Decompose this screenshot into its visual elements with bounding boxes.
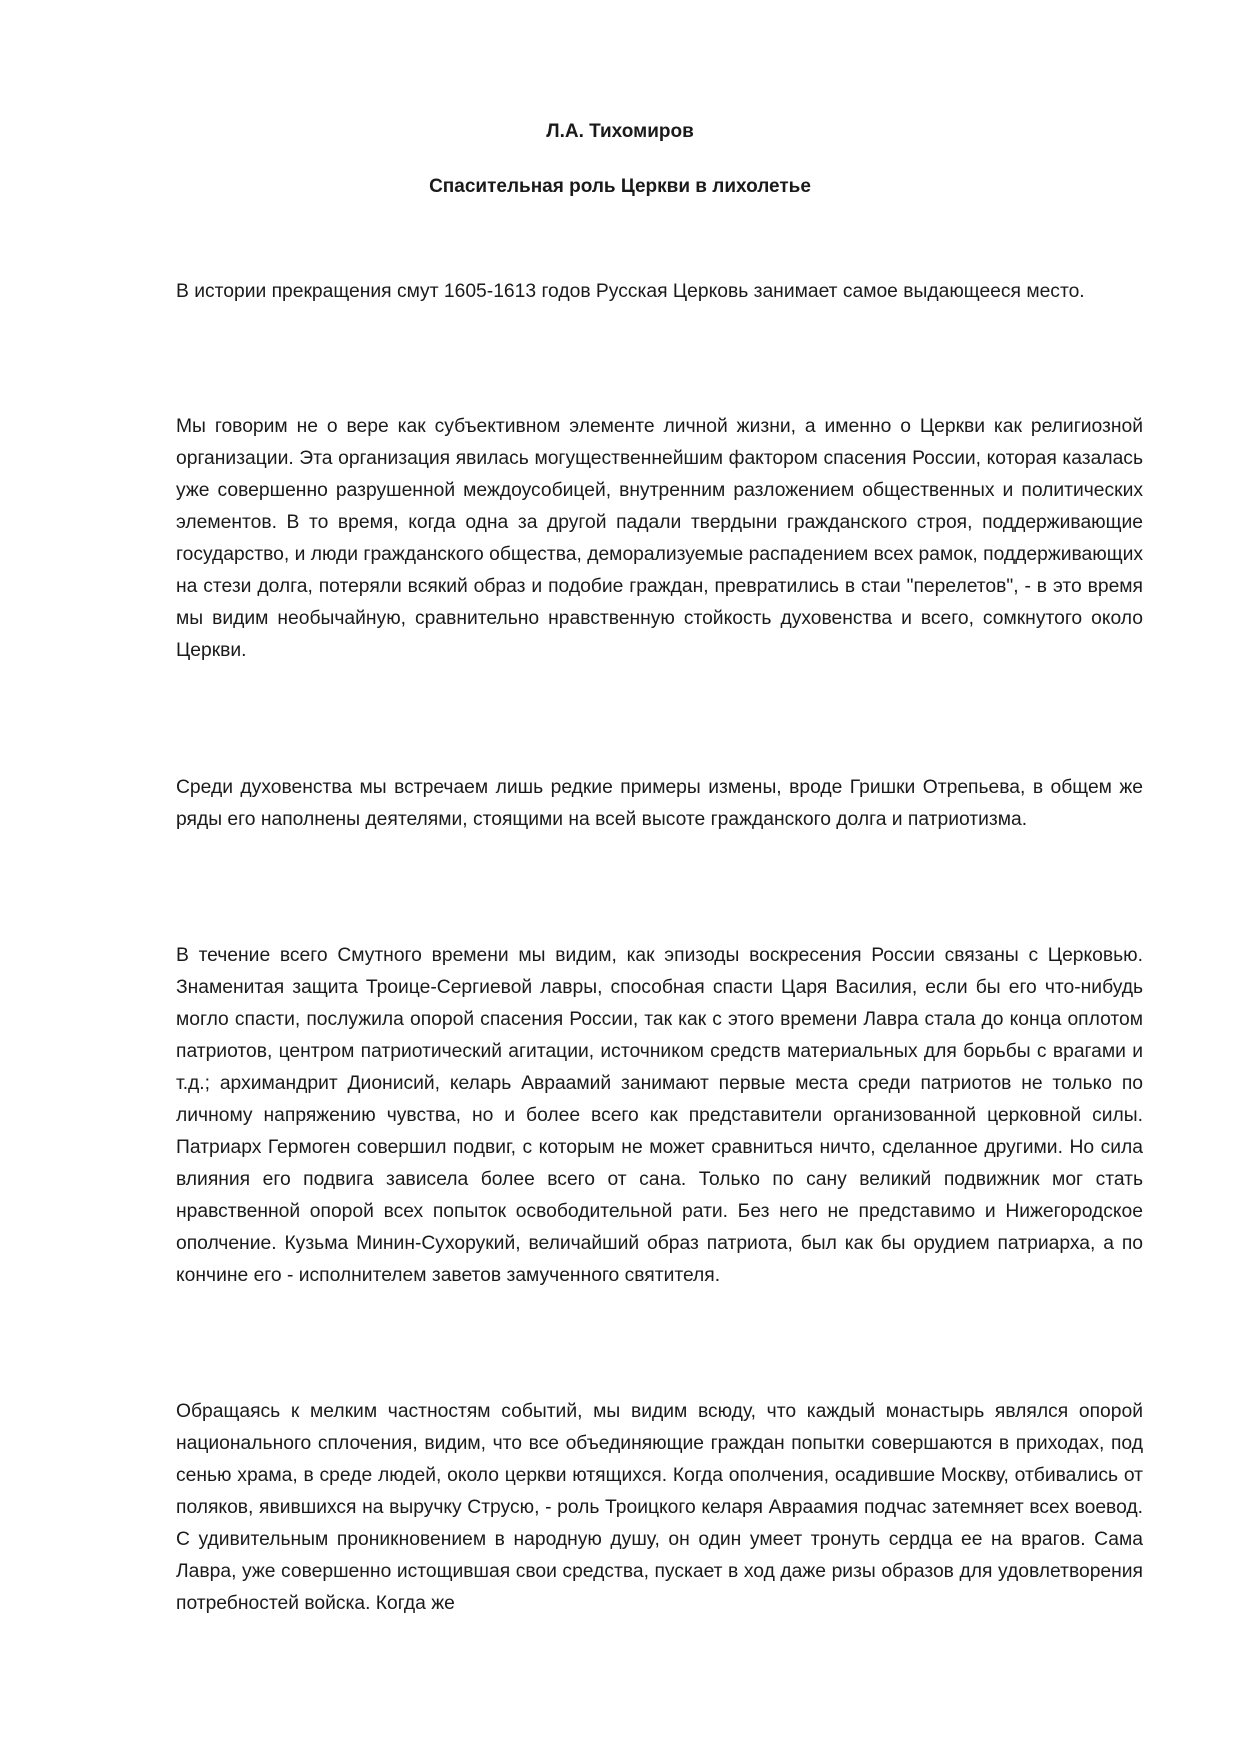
paragraph: Мы говорим не о вере как субъективном элементе личной жизни, а именно о Церкви как религиозной организации. Эта организация явилась могущественнейшим фактором спасения России, которая казалась уже совершенно разрушенной междоусобицей, внутренним разложением общественных и политических элементов. В то время, когда одна за другой падали твердыни гражданского строя, поддерживающие государство, и люди гражданского общества, деморализуемые распадением всех рамок, поддерживающих на стези долга, потеряли всякий образ и подобие граждан, превратились в стаи "перелетов", - в это время мы видим необычайную, сравнительно нравственную стойкость духовенства и всего, сомкнутого около Церкви. [176, 416, 1143, 661]
author-name: Л.А. Тихомиров [546, 121, 694, 142]
paragraph: Обращаясь к мелким частностям событий, мы видим всюду, что каждый монастырь являлся опорой национального сплочения, видим, что все объединяющие граждан попытки совершаются в приходах, под сенью храма, в среде людей, около церкви ютящихся. Когда ополчения, осадившие Москву, отбивались от поляков, явившихся на выручку Струсю, - роль Троицкого келаря Авраамия подчас затемняет всех воевод. С удивительным проникновением в народную душу, он один умеет тронуть сердца ее на врагов. Сама Лавра, уже совершенно истощившая свои средства, пускает в ход даже ризы образов для удовлетворения потребностей войска. Когда же [176, 1401, 1143, 1614]
document-title: Спасительная роль Церкви в лихолетье [429, 176, 811, 197]
paragraph: В истории прекращения смут 1605-1613 годов Русская Церковь занимает самое выдающееся место. [176, 281, 1085, 302]
paragraph: В течение всего Смутного времени мы видим, как эпизоды воскресения России связаны с Церковью. Знаменитая защита Троице-Сергиевой лавры, способная спасти Царя Василия, если бы его что-нибудь могло спасти, послужила опорой спасения России, так как с этого времени Лавра стала до конца оплотом патриотов, центром патриотический агитации, источником средств материальных для борьбы с врагами и т.д.; архимандрит Дионисий, келарь Авраамий занимают первые места среди патриотов не только по личному напряжению чувства, но и более всего как представители организованной церковной силы. Патриарх Гермоген совершил подвиг, с которым не может сравниться ничто, сделанное другими. Но сила влияния его подвига зависела более всего от сана. Только по сану великий подвижник мог стать нравственной опорой всех попыток освободительной рати. Без него не представимо и Нижегородское ополчение. Кузьма Минин-Сухорукий, величайший образ патриота, был как бы орудием патриарха, а по кончине его - исполнителем заветов замученного святителя. [176, 945, 1143, 1286]
paragraph: Среди духовенства мы встречаем лишь редкие примеры измены, вроде Гришки Отрепьева, в общем же ряды его наполнены деятелями, стоящими на всей высоте гражданского долга и патриотизма. [176, 777, 1143, 830]
